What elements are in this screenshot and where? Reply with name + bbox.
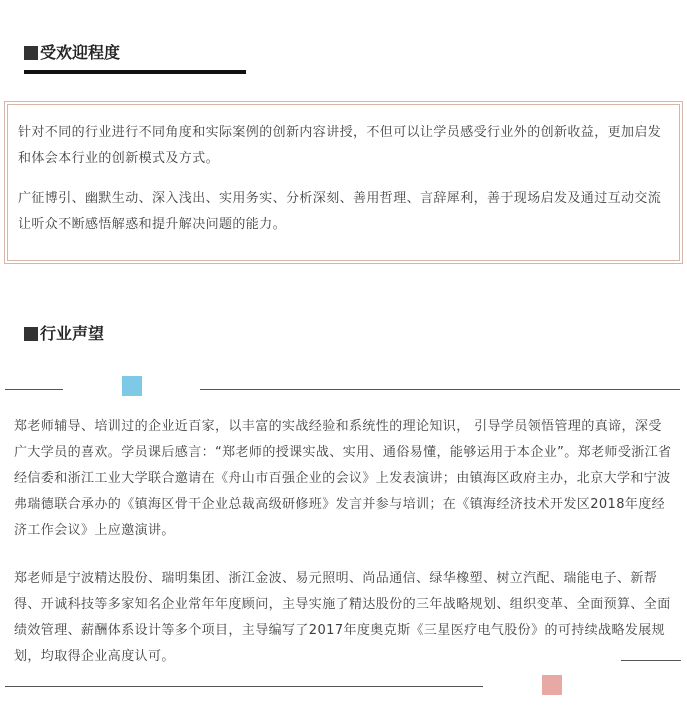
section-title-text: 受欢迎程度 (40, 43, 121, 62)
popularity-paragraph-2: 广征博引、幽默生动、深入浅出、实用务实、分析深刻、善用哲理、言辞犀利，善于现场启发及通过互动交流让听众不断感悟解惑和提升解决问题的能力。 (18, 191, 662, 232)
reputation-paragraph-1: 郑老师辅导、培训过的企业近百家，以丰富的实战经验和系统性的理论知识， 引导学员领悟管理的真谛，深受广大学员的喜欢。学员课后感言：“郑老师的授课实战、实用、通俗易懂，能够运用于本企业”。郑老师受浙江省经信委和浙江工业大学联合邀请在《舟山市百强企业的会议》上发表演讲；由镇海区政府主办，北京大学和宁波弗瑞德联合承办的《镇海区骨干企业总裁高级研修班》发言并参与培训；在《镇海经济技术开发区2018年度经济工作会议》上应邀演讲。 (14, 419, 672, 538)
popularity-box (7, 104, 680, 261)
popularity-paragraph-1: 针对不同的行业进行不同角度和实际案例的创新内容讲授，不但可以让学员感受行业外的创新收益，更加启发和体会本行业的创新模式及方式。 (18, 125, 662, 166)
reputation-paragraph-2: 郑老师是宁波精达股份、瑞明集团、浙江金波、易元照明、尚品通信、绿华橡塑、树立汽配、瑞能电子、新帮得、开诚科技等多家知名企业常年年度顾问，主导实施了精达股份的三年战略规划、组织变革、全面预算、全面绩效管理、薪酬体系设计等多个项目，主导编写了2017年度奥克斯《三星医疗电气股份》的可持续战略发展规划，均取得企业高度认可。 (14, 571, 671, 664)
reputation-content (14, 414, 674, 670)
pink-square-decoration (542, 675, 562, 695)
square-bullet-icon (24, 46, 38, 60)
title-underline (24, 70, 246, 74)
divider-line-right (200, 389, 680, 390)
section-title-popularity (24, 42, 120, 64)
blue-square-decoration (122, 376, 142, 396)
section-title-text: 行业声望 (40, 324, 105, 343)
divider-line-left (5, 389, 63, 390)
section-title-reputation (24, 323, 104, 345)
square-bullet-icon (24, 327, 38, 341)
bottom-line-right-short (621, 660, 681, 661)
bottom-line-long (5, 686, 483, 687)
